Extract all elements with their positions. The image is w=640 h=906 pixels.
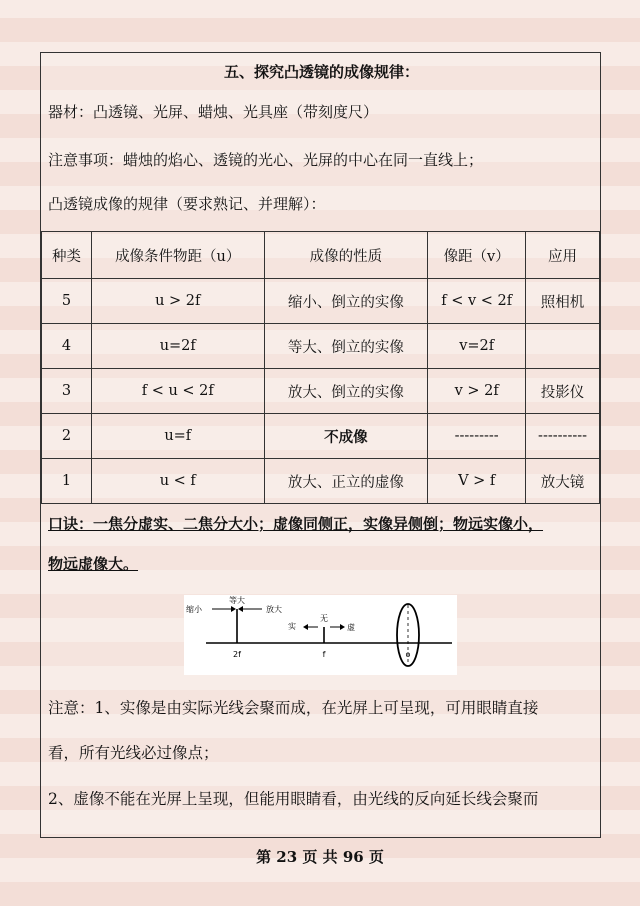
header-object-distance: 成像条件物距（u）	[91, 232, 264, 279]
cell-nature: 放大、倒立的实像	[264, 369, 428, 414]
cell-application	[526, 324, 600, 369]
label-o: o	[405, 650, 411, 659]
cell-nature: 缩小、倒立的实像	[264, 279, 428, 324]
cell-nature: 放大、正立的虚像	[264, 459, 428, 504]
cell-condition: u=2f	[91, 324, 264, 369]
table-row	[42, 369, 600, 414]
label-equal: 等大	[229, 596, 245, 605]
cell-condition: u=f	[91, 414, 264, 459]
table-row	[42, 414, 600, 459]
label-enlarge: 放大	[266, 605, 282, 614]
cell-application: 放大镜	[526, 459, 600, 504]
label-none: 无	[320, 614, 328, 623]
lens-imaging-diagram	[184, 595, 457, 675]
cell-nature: 不成像	[264, 414, 428, 459]
imaging-rules-table	[41, 231, 600, 504]
cell-type: 1	[42, 459, 92, 504]
cell-application: ----------	[526, 414, 600, 459]
enlarge-arrowhead-icon	[238, 606, 243, 612]
table-header-row	[42, 232, 600, 279]
cell-condition: u < f	[91, 459, 264, 504]
section-title: 五、探究凸透镜的成像规律：	[223, 63, 419, 81]
cell-type: 5	[42, 279, 92, 324]
page-footer: 第 23 页 共 96 页	[256, 848, 384, 866]
cell-application: 投影仪	[526, 369, 600, 414]
cell-condition: f < u < 2f	[91, 369, 264, 414]
header-type: 种类	[42, 232, 92, 279]
real-arrowhead-icon	[303, 624, 308, 630]
caution-line: 注意事项：蜡烛的焰心、透镜的光心、光屏的中心在同一直线上；	[48, 151, 484, 169]
label-real: 实	[288, 622, 296, 631]
label-shrink: 缩小	[186, 605, 202, 614]
cell-image-distance: v > 2f	[428, 369, 526, 414]
rule-intro: 凸透镜成像的规律（要求熟记、并理解）：	[48, 195, 326, 213]
cell-type: 2	[42, 414, 92, 459]
cell-condition: u > 2f	[91, 279, 264, 324]
note1-line-2: 看，所有光线必过像点；	[48, 744, 219, 762]
note1-line-1: 注意：1、实像是由实际光线会聚而成，在光屏上可呈现，可用眼睛直接	[48, 699, 539, 717]
cell-type: 4	[42, 324, 92, 369]
mnemonic-line-2: 物远虚像大。	[48, 555, 139, 573]
equipment-line: 器材：凸透镜、光屏、蜡烛、光具座（带刻度尺）	[48, 103, 379, 121]
cell-image-distance: V > f	[428, 459, 526, 504]
cell-image-distance: ---------	[428, 414, 526, 459]
shrink-arrowhead-icon	[231, 606, 236, 612]
table-row	[42, 459, 600, 504]
label-virtual: 虚	[347, 623, 355, 632]
table-row	[42, 324, 600, 369]
page-frame	[40, 52, 601, 838]
cell-image-distance: v=2f	[428, 324, 526, 369]
mnemonic-line-1: 口诀：一焦分虚实、二焦分大小；虚像同侧正，实像异侧倒；物远实像小，	[48, 515, 544, 533]
header-application: 应用	[526, 232, 600, 279]
header-image-distance: 像距（v）	[428, 232, 526, 279]
virtual-arrowhead-icon	[340, 624, 345, 630]
cell-image-distance: f < v < 2f	[428, 279, 526, 324]
header-image-nature: 成像的性质	[264, 232, 428, 279]
note2-line-1: 2、虚像不能在光屏上呈现，但能用眼睛看，由光线的反向延长线会聚而	[48, 790, 539, 808]
label-2f: 2f	[233, 650, 241, 659]
cell-nature: 等大、倒立的实像	[264, 324, 428, 369]
table-row	[42, 279, 600, 324]
cell-type: 3	[42, 369, 92, 414]
label-f: f	[322, 650, 326, 659]
cell-application: 照相机	[526, 279, 600, 324]
